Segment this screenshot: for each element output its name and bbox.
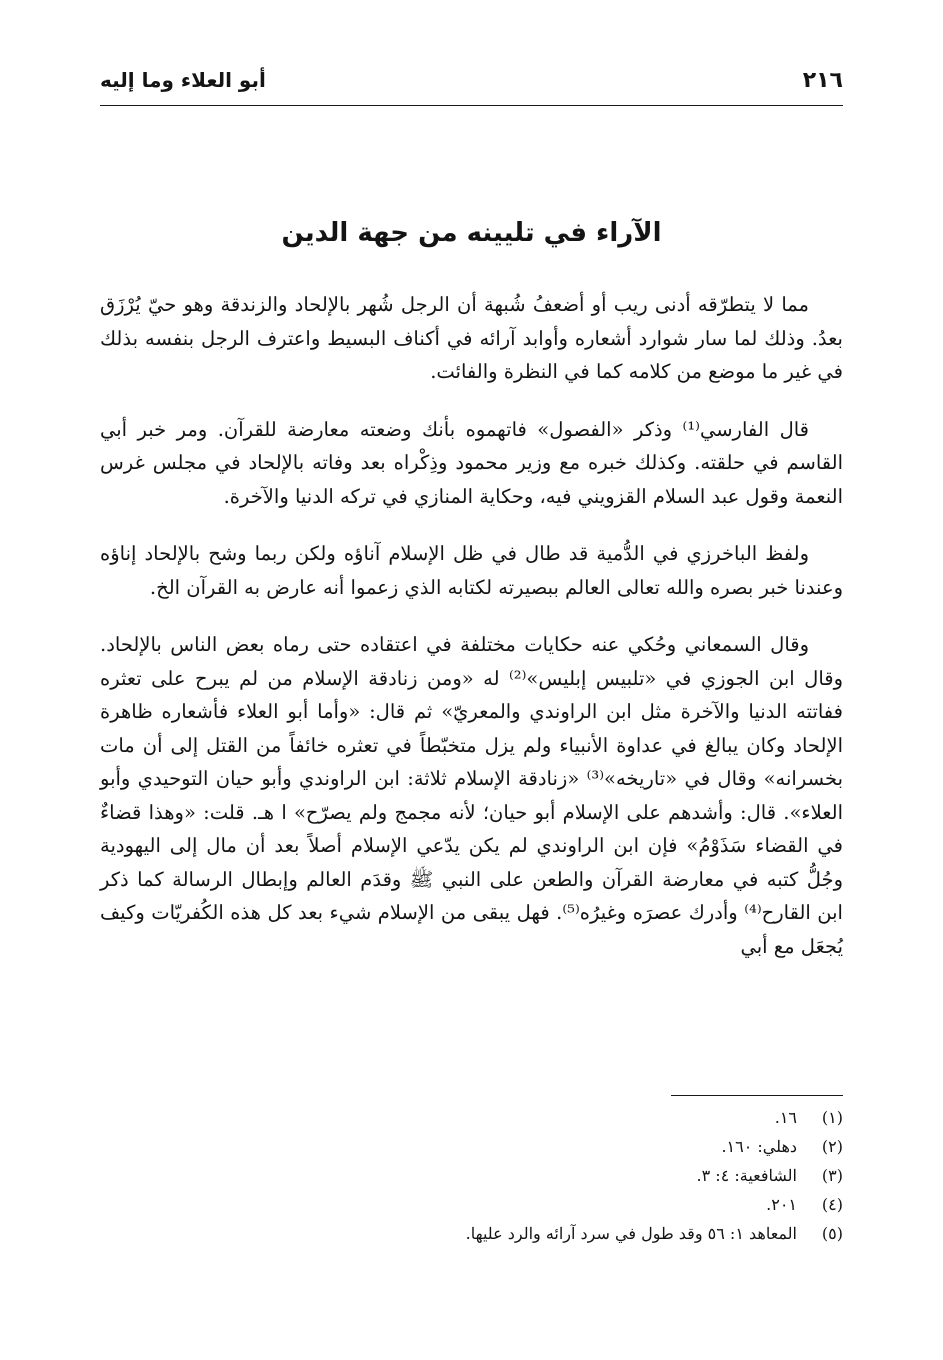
footnote-2	[100, 1132, 843, 1161]
footnote-mark: (٢)	[821, 1137, 843, 1156]
footnotes	[100, 1103, 843, 1248]
footnote-text: ١٦.	[774, 1108, 797, 1127]
running-title: أبو العلاء وما إليه	[100, 68, 266, 92]
footnote-text: دهلي: ١٦٠.	[721, 1137, 797, 1156]
page-header	[100, 55, 843, 106]
footnote-mark: (٣)	[821, 1166, 843, 1185]
paragraph-4: وقال السمعاني وحُكي عنه حكايات مختلفة في اعتقاده حتى رماه بعض الناس بالإلحاد. وقال ابن الجوزي في «تلبيس إبليس»⁽²⁾ له «ومن زنادقة الإسلام من لم يبرح على تعثره ففاتته الدنيا والآخرة مثل ابن الراوندي والمعريّ» ثم قال: «وأما أبو العلاء فأشعاره ظاهرة الإلحاد وكان يبالغ في عداوة الأنبياء ولم يزل متخبّطاً في تعثره خائفاً من القتل إلى أن مات بخسرانه» وقال في «تاريخه»⁽³⁾ «زنادقة الإسلام ثلاثة: ابن الراوندي وأبو حيان التوحيدي وأبو العلاء». قال: وأشدهم على الإسلام أبو حيان؛ لأنه مجمج ولم يصرّح» ا هـ. قلت: «وهذا قضاءٌ في القضاء سَذَوْمُ» فإن ابن الراوندي لم يكن يدّعي الإسلام أصلاً بعد أن مال إلى اليهودية وجُلُّ كتبه في معارضة القرآن والطعن على النبي ﷺ وقدَم العالم وإبطال الرسالة كما ذكر ابن القارح⁽⁴⁾ وأدرك عصرَه وغيرُه⁽⁵⁾. فهل يبقى من الإسلام شيء بعد كل هذه الكُفريّات وكيف يُجعَل مع أبي	[100, 633, 844, 958]
footnote-4	[100, 1190, 843, 1219]
footnote-text: ٢٠١.	[766, 1195, 797, 1214]
footnote-3	[100, 1161, 843, 1190]
footnote-mark: (٥)	[821, 1224, 843, 1243]
footnote-separator	[671, 1095, 843, 1096]
footnote-1	[100, 1103, 843, 1132]
paragraph-3: ولفظ الباخرزي في الدُّمية قد طال في ظل الإسلام آناؤه ولكن ربما وشح بالإلحاد إناؤه وعندنا خبر بصره والله تعالى العالم ببصيرته لكتابه الذي زعموا أنه عارض به القرآن الخ.	[100, 542, 843, 599]
footnote-5	[100, 1219, 843, 1248]
page-number: ٢١٦	[802, 67, 843, 93]
body-text	[100, 288, 843, 963]
footnote-text: الشافعية: ٤: ٣.	[696, 1166, 797, 1185]
paragraph-2: قال الفارسي⁽¹⁾ وذكر «الفصول» فاتهموه بأنك وضعته معارضة للقرآن. ومر خبر أبي القاسم في حلقته. وكذلك خبره مع وزير محمود وذِكْراه بعد وفاته بالإلحاد في مجلس غرس النعمة وقول عبد السلام القزويني فيه، وحكاية المنازي في تركه الدنيا والآخرة.	[100, 417, 843, 508]
footnote-mark: (٤)	[821, 1195, 843, 1214]
section-title: الآراء في تليينه من جهة الدين	[281, 218, 662, 248]
paragraph-1: مما لا يتطرّقه أدنى ريب أو أضعفُ شُبهة أن الرجل شُهر بالإلحاد والزندقة وهو حيّ يُرْزَق بعدُ. وذلك لما سار شوارد أشعاره وأوابد آرائه في أكناف البسيط واعترف الرجل بنفسه بذلك في غير ما موضع من كلامه كما في النظرة والفائت.	[100, 293, 843, 383]
footnote-text: المعاهد ١: ٥٦ وقد طول في سرد آرائه والرد عليها.	[465, 1224, 797, 1243]
footnote-mark: (١)	[821, 1108, 843, 1127]
